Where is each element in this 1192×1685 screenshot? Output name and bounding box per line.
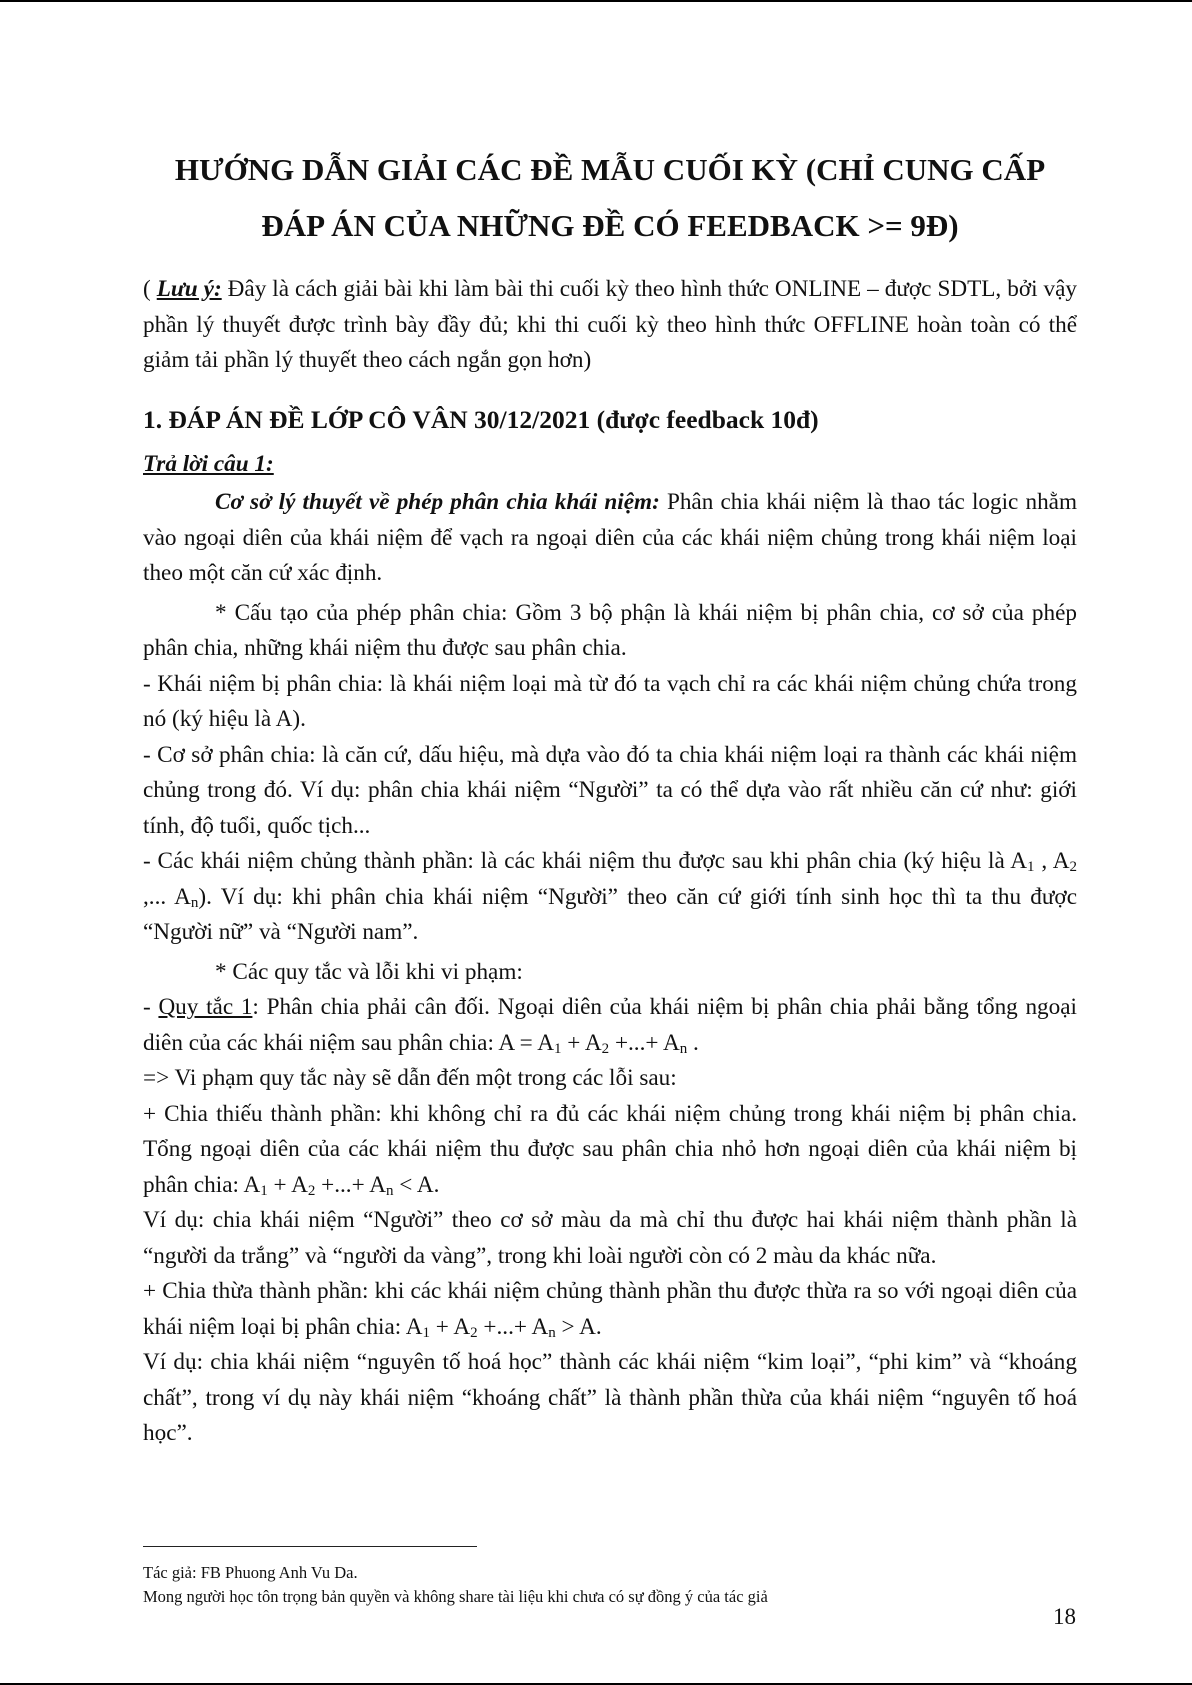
footnote-author: Tác giả: FB Phuong Anh Vu Da.	[143, 1563, 358, 1582]
subscript-2: 2	[470, 1324, 478, 1341]
subscript-1: 1	[260, 1182, 268, 1199]
theory-label: Cơ sở lý thuyết về phép phân chia khái niệm:	[215, 489, 660, 515]
section-heading: 1. ĐÁP ÁN ĐỀ LỚP CÔ VÂN 30/12/2021 (được feedback 10đ)	[143, 404, 819, 434]
top-border-line	[0, 0, 1192, 2]
answer-label-text: Trả lời câu 1	[143, 450, 267, 477]
excess-plus: + A	[429, 1313, 471, 1340]
subscript-2: 2	[307, 1182, 316, 1199]
excess-parts-paragraph	[143, 1274, 1077, 1345]
excess-example-paragraph: Ví dụ: chia khái niệm “nguyên tố hoá học” thành các khái niệm “kim loại”, “phi kim” và “khoáng chất”, trong ví dụ này khái niệm “khoáng chất” là thành phần thừa của khái niệm “nguyên tố hoá học”.	[143, 1349, 1077, 1446]
rule-1-end: .	[687, 1029, 699, 1056]
divided-concept-paragraph: - Khái niệm bị phân chia: là khái niệm loại mà từ đó ta vạch chỉ ra các khái niệm chủng chứa trong nó (ký hiệu là A).	[143, 670, 1077, 732]
rule-1-plus: + A	[561, 1029, 602, 1056]
title-line-1: HƯỚNG DẪN GIẢI CÁC ĐỀ MẪU CUỐI KỲ (CHỈ CUNG CẤP	[174, 152, 1046, 187]
missing-dots: +...+ A	[315, 1171, 386, 1198]
document-title	[143, 142, 1077, 254]
missing-end: < A.	[393, 1171, 440, 1198]
footnote	[143, 1546, 1077, 1609]
title-line-2: ĐÁP ÁN CỦA NHỮNG ĐỀ CÓ FEEDBACK >= 9Đ)	[261, 208, 959, 243]
rule-1-dots: +...+ A	[609, 1029, 680, 1056]
missing-text: + Chia thiếu thành phần: khi không chỉ ra đủ các khái niệm chủng trong khái niệm bị phân chia. Tổng ngoại diên của các khái niệm thu được sau phân chia nhỏ hơn ngoại diên của khái niệm bị phân chia: A	[143, 1100, 1077, 1198]
excess-text: + Chia thừa thành phần: khi các khái niệm chủng thành phần thu được thừa ra so với ngoại diên của khái niệm loại bị phân chia: A	[143, 1278, 1077, 1340]
missing-parts-paragraph	[143, 1097, 1077, 1204]
footnote-divider	[143, 1546, 477, 1547]
subscript-2: 2	[601, 1040, 610, 1057]
missing-example-paragraph: Ví dụ: chia khái niệm “Người” theo cơ sở màu da mà chỉ thu được hai khái niệm thành phần là “người da trắng” và “người da vàng”, trong khi loài người còn có 2 màu da khác nữa.	[143, 1207, 1077, 1269]
rule-1-label: Quy tắc 1	[158, 994, 253, 1020]
subscript-1: 1	[554, 1040, 562, 1057]
components-paragraph	[143, 844, 1077, 951]
components-text-1: - Các khái niệm chủng thành phần: là các khái niệm thu được sau khi phân chia (ký hiệu là A	[143, 848, 1028, 874]
note-label: Lưu ý:	[156, 276, 222, 302]
components-text-2: , A	[1034, 848, 1070, 874]
components-text-3: ,... A	[143, 883, 191, 910]
note-open-paren: (	[143, 276, 157, 302]
excess-end: > A.	[555, 1313, 602, 1340]
excess-dots: +...+ A	[477, 1313, 549, 1340]
subscript-2: 2	[1069, 859, 1077, 875]
subscript-1: 1	[422, 1324, 430, 1341]
answer-label-colon: :	[266, 450, 274, 477]
subscript-n: n	[190, 894, 199, 911]
basis-paragraph: - Cơ sở phân chia: là căn cứ, dấu hiệu, mà dựa vào đó ta chia khái niệm loại ra thành các khái niệm chủng trong đó. Ví dụ: phân chia khái niệm “Người” ta có thể dựa vào rất nhiều căn cứ như: giới tính, độ tuổi, quốc tịch...	[143, 741, 1077, 839]
subscript-n: n	[385, 1182, 394, 1199]
rule-1-text: : Phân chia phải cân đối. Ngoại diên của khái niệm bị phân chia phải bằng tổng ngoại diên của các khái niệm sau phân chia: A = A	[143, 994, 1077, 1056]
structure-paragraph: * Cấu tạo của phép phân chia: Gồm 3 bộ phận là khái niệm bị phân chia, cơ sở của phép phân chia, những khái niệm thu được sau phân chia.	[143, 599, 1077, 661]
rule-1-paragraph	[143, 990, 1077, 1061]
components-text-4: ). Ví dụ: khi phân chia khái niệm “Người” theo căn cứ giới tính sinh học thì ta thu được “Người nữ” và “Người nam”.	[143, 883, 1077, 945]
violation-line: => Vi phạm quy tắc này sẽ dẫn đến một trong các lỗi sau:	[143, 1065, 677, 1091]
subscript-n: n	[679, 1040, 688, 1057]
rules-heading: * Các quy tắc và lỗi khi vi phạm:	[215, 958, 523, 985]
theory-paragraph	[143, 485, 1077, 592]
rule-1-prefix: -	[143, 994, 159, 1020]
answer-label	[143, 447, 1077, 483]
footnote-copyright: Mong người học tôn trọng bản quyền và không share tài liệu khi chưa có sự đồng ý của tác giả	[143, 1587, 768, 1606]
missing-plus: + A	[267, 1171, 308, 1198]
theory-text: Phân chia khái niệm là thao tác logic nhằm vào ngoại diên của khái niệm để vạch ra ngoại diên của các khái niệm chủng trong khái niệm loại theo một căn cứ xác định.	[143, 489, 1077, 586]
note-paragraph	[143, 272, 1077, 379]
page-content	[143, 130, 1077, 1452]
note-text: Đây là cách giải bài khi làm bài thi cuối kỳ theo hình thức ONLINE – được SDTL, bởi vậy phần lý thuyết được trình bày đầy đủ; khi thi cuối kỳ theo hình thức OFFLINE hoàn toàn có thể giảm tải phần lý thuyết theo cách ngắn gọn hơn)	[143, 276, 1077, 373]
subscript-n: n	[548, 1324, 556, 1341]
subscript-1: 1	[1027, 859, 1035, 875]
page-number: 18	[1053, 1604, 1076, 1629]
